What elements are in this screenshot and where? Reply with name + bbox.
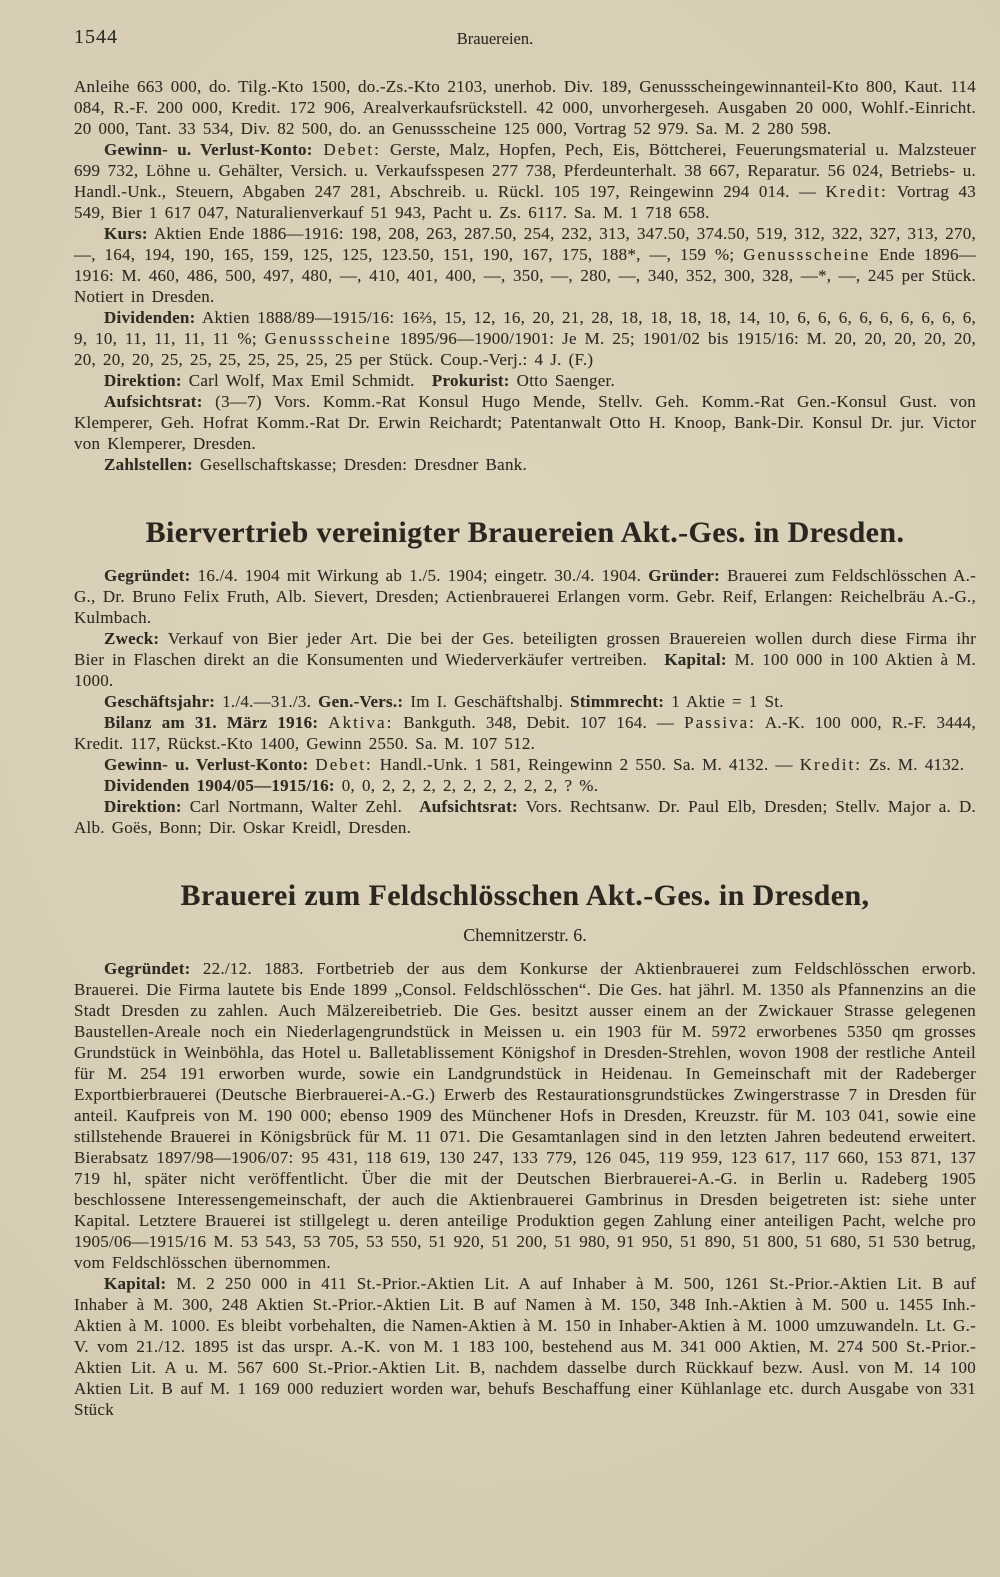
paragraph <box>74 139 976 223</box>
body-text: Aktien Ende 1886—1916: 198, 208, 263, 287.50, 254, 232, 313, 347.50, 374.50, 519, 312, 322, 327, 313, 270, —, 164, 194, 190, 165, 159, 125, 125, 123.50, 151, 190, 167, 175, 188*, —, 159 %; <box>74 224 976 264</box>
bold-label: Direktion: <box>104 371 182 390</box>
body-text: Zs. M. 4132. <box>861 755 965 774</box>
body-text <box>318 713 328 732</box>
bold-label: Gründer: <box>648 566 721 585</box>
company-entry-feldschloesschen <box>74 878 976 1420</box>
spaced-label: Kredit: <box>799 755 862 774</box>
bold-label: Stimmrecht: <box>570 692 665 711</box>
body-text: Handl.-Unk. 1 581, Reingewinn 2 550. Sa. M. 4132. — <box>372 755 800 774</box>
paragraph <box>74 76 976 139</box>
body-text: Aktien 1888/89—1915/16: 16⅔, 15, 12, 16, 20, 21, 28, 18, 18, 18, 18, 14, 10, 6, 6, 6, 6, 6, 6, 6, 6, 6, 9, 10, 11, 11, 11, 11 %; <box>74 308 976 348</box>
spaced-label: Passiva: <box>684 713 756 732</box>
paragraph <box>74 958 976 1273</box>
text-column <box>74 76 976 1420</box>
body-text: Vors. Rechtsanw. Dr. Paul Elb, Dresden; Stellv. Major a. D. Alb. Goës, Bonn; Dir. Oskar Kreidl, Dresden. <box>74 797 976 837</box>
bold-label: Gen.-Vers.: <box>318 692 404 711</box>
spaced-label: Debet: <box>312 140 381 159</box>
body-text: Anleihe 663 000, do. Tilg.-Kto 1500, do.-Zs.-Kto 2103, unerhob. Div. 189, Genussscheingewinnanteil-Kto 800, Kaut. 114 084, R.-F. 200 000, Kredit. 172 906, Arealverkaufsrückstell. 42 000, unvorhergeseh. Ausgaben 20 000, Wohlf.-Einricht. 20 000, Tant. 33 534, Div. 82 500, do. an Genussscheine 125 000, Vortrag 52 979. Sa. M. 2 280 598. <box>74 77 976 138</box>
bold-label: Geschäftsjahr: <box>104 692 216 711</box>
bold-label: Gegründet: <box>104 566 191 585</box>
paragraph <box>74 796 976 838</box>
paragraph <box>74 691 976 712</box>
bold-label: Kapital: <box>664 650 727 669</box>
paragraph <box>74 454 976 475</box>
bold-label: Aufsichtsrat: <box>104 392 203 411</box>
body-text: Gesellschaftskasse; Dresden: Dresdner Bank. <box>192 455 527 474</box>
spaced-label: Aktiva: <box>328 713 394 732</box>
bold-label: Aufsichtsrat: <box>419 797 518 816</box>
bold-label: Dividenden: <box>104 308 196 327</box>
body-text: Otto Saenger. <box>509 371 615 390</box>
bold-label: Gewinn- u. Verlust-Konto: <box>104 755 309 774</box>
body-text: Im I. Geschäftshalbj. <box>403 692 571 711</box>
paragraph <box>74 391 976 454</box>
bold-label: Gewinn- u. Verlust-Konto: <box>104 140 313 159</box>
body-text: Carl Wolf, Max Emil Schmidt. <box>181 371 432 390</box>
paragraph <box>74 307 976 370</box>
company-body <box>74 958 976 1420</box>
body-text: 16./4. 1904 mit Wirkung ab 1./5. 1904; eingetr. 30./4. 1904. <box>190 566 649 585</box>
paragraph <box>74 1273 976 1420</box>
body-text: A.-K. 100 000, R.-F. 3444, Kredit. 117, Rückst.-Kto 1400, Gewinn 2550. Sa. M. 107 512. <box>74 713 977 753</box>
spaced-label: Genussscheine <box>743 245 871 264</box>
bold-label: Bilanz am 31. März 1916: <box>104 713 319 732</box>
bold-label: Kapital: <box>104 1274 167 1293</box>
company-heading: Brauerei zum Feldschlösschen Akt.-Ges. in Dresden, <box>180 879 870 912</box>
company-address: Chemnitzerstr. 6. <box>463 925 587 945</box>
bold-label: Prokurist: <box>431 371 510 390</box>
paragraph <box>74 628 976 691</box>
bold-label: Zweck: <box>104 629 160 648</box>
paragraph <box>74 775 976 796</box>
body-text: 22./12. 1883. Fortbetrieb der aus dem Konkurse der Aktienbrauerei zum Feldschlösschen erworb. Brauerei. Die Firma lautete bis Ende 1899 „Consol. Feldschlösschen“. Die Ges. hat jährl. M. 1350 als Pfannenzins an die Stadt Dresden zu zahlen. Auch Mälzereibetrieb. Die Ges. besitzt ausser einem an der Zwickauer Strasse gelegenen Baustellen-Areale noch ein Niederlagengrundstück in Meissen u. ein 1903 für M. 5972 erworbenes 5350 qm grosses Grundstück in Weinböhla, das Hotel u. Balletablissement Königshof in Dresden-Strehlen, wovon 1908 der restliche Anteil für M. 254 191 erworben wurde, sowie ein Landgrundstück in Heidenau. In Gemeinschaft mit der Radeberger Exportbierbrauerei (Deutsche Bierbrauerei-A.-G.) Erwerb des Restaurationsgrundstückes Zwingerstrasse 7 in Dresden für anteil. Kaufpreis von M. 190 000; ebenso 1909 des Münchener Hofs in Dresden, Kreuzstr. für M. 103 041, sowie eine stillstehende Brauerei in Königsbrück für M. 11 071. Die Gesamtanlagen sind in den letzten Jahren bedeutend erweitert. Bierabsatz 1897/98—1906/07: 95 431, 118 619, 130 247, 133 779, 126 045, 119 959, 123 617, 117 660, 153 871, 137 719 hl, später nicht veröffentlicht. Über die mit der Deutschen Bierbrauerei-A.-G. in Berlin u. Radeberg 1905 beschlossene Interessengemeinschaft, der auch die Aktienbrauerei Gambrinus in Dresden beigetreten ist: siehe unter Kapital. Letztere Brauerei ist stillgelegt u. deren anteilige Produktion gegen Zahlung einer anteiligen Pacht, welche pro 1905/06—1915/16 M. 53 543, 53 705, 53 550, 51 920, 51 200, 51 980, 91 950, 51 890, 51 800, 51 680, 51 530 betrug, vom Feldschlösschen übernommen. <box>74 959 976 1272</box>
body-text: (3—7) Vors. Komm.-Rat Konsul Hugo Mende, Stellv. Geh. Komm.-Rat Gen.-Konsul Gust. von Klemperer, Geh. Hofrat Komm.-Rat Dr. Erwin Reichardt; Patentanwalt Otto H. Knoop, Bank-Dir. Konsul Dr. jur. Victor von Klemperer, Dresden. <box>74 392 976 453</box>
company-body <box>74 565 976 838</box>
running-title: Brauereien. <box>456 29 534 48</box>
paragraph <box>74 223 976 307</box>
paragraph <box>74 712 976 754</box>
body-text: M. 2 250 000 in 411 St.-Prior.-Aktien Lit. A auf Inhaber à M. 500, 1261 St.-Prior.-Aktien Lit. B auf Inhaber à M. 300, 248 Aktien St.-Prior.-Aktien Lit. B auf Namen à M. 150, 348 Inh.-Aktien à M. 500 u. 1455 Inh.-Aktien à M. 1000. Es bleibt vorbehalten, die Namen-Aktien à M. 150 in Inhaber-Aktien à M. 1000 umzuwandeln. Lt. G.-V. vom 21./12. 1895 ist das urspr. A.-K. von M. 1 183 100, bestehend aus M. 341 000 Aktien, M. 274 500 St.-Prior.-Aktien Lit. A u. M. 567 600 St.-Prior.-Aktien Lit. B, nachdem dasselbe durch Rückkauf bezw. Ausl. von M. 14 100 Aktien Lit. B auf M. 1 169 000 reduziert worden war, behufs Beschaffung einer Kühlanlage etc. durch Ausgabe von 331 Stück <box>74 1274 976 1419</box>
page-header <box>74 26 976 54</box>
spaced-label: Genussscheine <box>264 329 392 348</box>
company-entry-biervertrieb <box>74 515 976 838</box>
paragraph <box>74 565 976 628</box>
body-text: Bankguth. 348, Debit. 107 164. — <box>393 713 685 732</box>
body-text: Brauerei zum Feldschlösschen A.-G., Dr. Bruno Felix Fruth, Alb. Sievert, Dresden; Actienbrauerei Erlangen vorm. Gebr. Reif, Erlangen: Reichelbräu A.-G., Kulmbach. <box>74 566 977 627</box>
body-text: M. 100 000 in 100 Aktien à M. 1000. <box>74 650 977 690</box>
body-text: Vortrag 43 549, Bier 1 617 047, Naturalienverkauf 51 943, Pacht u. Zs. 6117. Sa. M. 1 718 658. <box>74 182 976 222</box>
spaced-label: Kredit: <box>825 182 888 201</box>
bold-label: Dividenden 1904/05—1915/16: <box>104 776 335 795</box>
bold-label: Kurs: <box>104 224 148 243</box>
body-text: Verkauf von Bier jeder Art. Die bei der Ges. beteiligten grossen Brauereien wollen durch diese Firma ihr Bier in Flaschen direkt an die Konsumenten und Wiederverkäufer vertreiben. <box>74 629 976 669</box>
body-text: Carl Nortmann, Walter Zehl. <box>181 797 420 816</box>
body-text: Gerste, Malz, Hopfen, Pech, Eis, Böttcherei, Feuerungsmaterial u. Malzsteuer 699 732, Löhne u. Gehälter, Versich. u. Verkaufsspesen 277 738, Pferdeunterhalt. 38 667, Reparatur. 56 024, Betriebs- u. Handl.-Unk., Steuern, Abgaben 247 281, Abschreib. u. Rückl. 105 197, Reingewinn 294 014. — <box>74 140 976 201</box>
page-number: 1544 <box>74 26 118 48</box>
spaced-label: Debet: <box>315 755 373 774</box>
body-text: Ende 1896—1916: M. 460, 486, 500, 497, 480, —, 410, 401, 400, —, 350, —, 280, —, 340, 352, 300, 328, —*, —, 245 per Stück. Notiert in Dresden. <box>74 245 976 306</box>
bold-label: Direktion: <box>104 797 182 816</box>
company-heading: Biervertrieb vereinigter Brauereien Akt.-Ges. in Dresden. <box>145 516 905 549</box>
body-text: 1./4.—31./3. <box>215 692 319 711</box>
bold-label: Zahlstellen: <box>104 455 193 474</box>
entry-continuation <box>74 76 976 475</box>
paragraph <box>74 754 976 775</box>
body-text: 0, 0, 2, 2, 2, 2, 2, 2, 2, 2, 2, ? %. <box>334 776 599 795</box>
bold-label: Gegründet: <box>104 959 191 978</box>
paragraph <box>74 370 976 391</box>
body-text: 1 Aktie = 1 St. <box>664 692 784 711</box>
body-text: 1895/96—1900/1901: Je M. 25; 1901/02 bis 1915/16: M. 20, 20, 20, 20, 20, 20, 20, 20, 25, 25, 25, 25, 25, 25, 25 per Stück. Coup.-Verj.: 4 J. (F.) <box>74 329 976 369</box>
